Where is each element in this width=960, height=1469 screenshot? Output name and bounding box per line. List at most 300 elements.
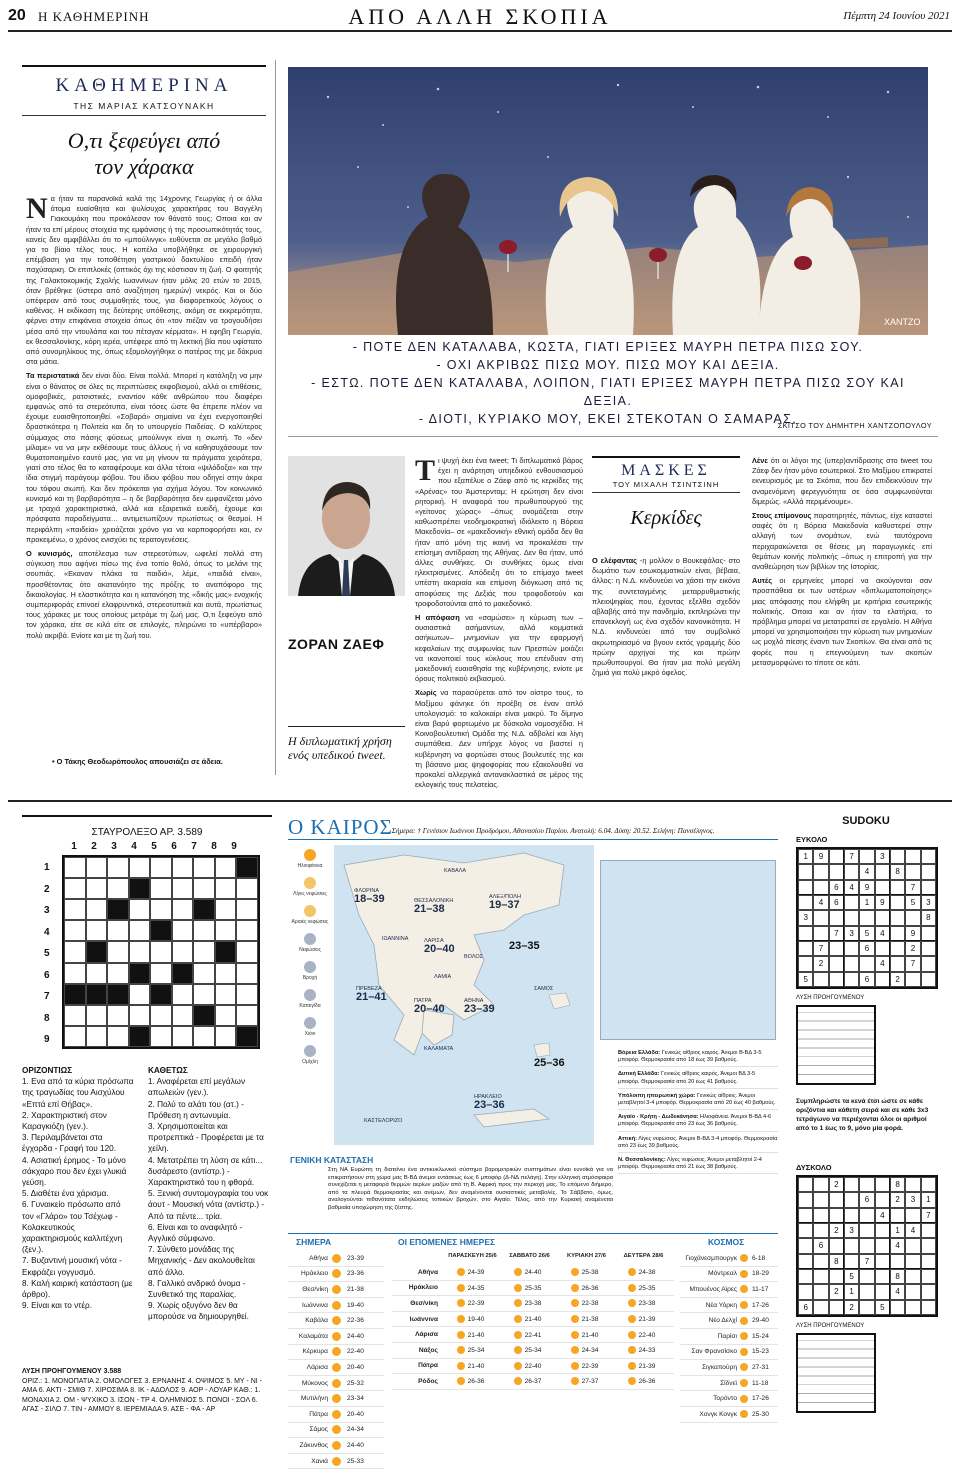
sun-icon <box>571 1268 579 1276</box>
sudoku-cell[interactable] <box>875 1238 890 1253</box>
crossword-cell[interactable] <box>86 1026 108 1047</box>
sudoku-cell[interactable] <box>921 864 936 879</box>
crossword-cell[interactable] <box>236 899 258 920</box>
temp-range: 26-36 <box>638 1378 656 1386</box>
forecast-cell <box>442 1346 499 1354</box>
crossword-cell[interactable] <box>64 984 86 1005</box>
sudoku-cell[interactable] <box>859 910 874 925</box>
sudoku-cell[interactable] <box>859 1238 874 1253</box>
sudoku-cell[interactable]: 8 <box>890 1177 905 1192</box>
sudoku-cell[interactable] <box>859 1284 874 1299</box>
sudoku-cell[interactable] <box>905 972 920 987</box>
temp-range: 11-17 <box>752 1285 769 1293</box>
crossword-cell[interactable] <box>215 941 237 962</box>
crossword-cell[interactable] <box>236 984 258 1005</box>
sudoku-cell[interactable] <box>905 1254 920 1269</box>
world-row <box>680 1360 778 1376</box>
crossword-cell[interactable] <box>215 1005 237 1026</box>
sudoku-cell[interactable]: 4 <box>875 956 890 971</box>
sudoku-cell[interactable] <box>813 880 828 895</box>
crossword-row-numbers <box>44 857 50 1051</box>
today-row <box>288 1298 384 1314</box>
sudoku-cell[interactable] <box>875 1223 890 1238</box>
sudoku-cell[interactable]: 4 <box>859 864 874 879</box>
crossword-cell[interactable] <box>150 1026 172 1047</box>
sudoku-cell[interactable]: 6 <box>859 1192 874 1207</box>
sudoku-cell[interactable]: 3 <box>875 849 890 864</box>
sudoku-cell[interactable] <box>875 1284 890 1299</box>
crossword-cell[interactable] <box>150 984 172 1005</box>
sudoku-cell[interactable]: 8 <box>921 910 936 925</box>
sudoku-cell[interactable]: 5 <box>905 895 920 910</box>
sudoku-cell[interactable] <box>875 1177 890 1192</box>
sudoku-cell[interactable] <box>921 1177 936 1192</box>
sudoku-cell[interactable]: 9 <box>859 880 874 895</box>
crossword-cell[interactable] <box>193 1005 215 1026</box>
sudoku-cell[interactable] <box>859 956 874 971</box>
sudoku-cell[interactable] <box>905 1300 920 1315</box>
world-row <box>680 1345 778 1361</box>
sudoku-cell[interactable] <box>798 956 813 971</box>
crossword-cell[interactable] <box>193 920 215 941</box>
sun-icon <box>457 1362 465 1370</box>
sudoku-cell[interactable]: 4 <box>875 926 890 941</box>
sudoku-cell[interactable] <box>921 1300 936 1315</box>
sudoku-cell[interactable] <box>859 1223 874 1238</box>
sudoku-cell[interactable] <box>921 941 936 956</box>
sudoku-cell[interactable] <box>813 1192 828 1207</box>
sudoku-cell[interactable] <box>875 910 890 925</box>
crossword-cell[interactable] <box>129 920 151 941</box>
sudoku-cell[interactable] <box>905 849 920 864</box>
sudoku-cell[interactable]: 6 <box>798 1300 813 1315</box>
sudoku-cell[interactable] <box>798 1284 813 1299</box>
crossword-cell[interactable] <box>107 920 129 941</box>
sudoku-cell[interactable] <box>875 1269 890 1284</box>
sudoku-cell[interactable]: 3 <box>798 910 813 925</box>
crossword-cell[interactable] <box>193 984 215 1005</box>
sudoku-cell[interactable] <box>859 1300 874 1315</box>
clue-list <box>22 1076 134 1311</box>
sudoku-cell[interactable]: 5 <box>875 1300 890 1315</box>
crossword-cell[interactable] <box>107 878 129 899</box>
crossword-cell[interactable] <box>172 1005 194 1026</box>
sudoku-cell[interactable] <box>844 956 859 971</box>
sun-icon <box>571 1299 579 1307</box>
sudoku-cell[interactable] <box>875 1254 890 1269</box>
sudoku-cell[interactable]: 2 <box>829 1223 844 1238</box>
temp-range: 26-36 <box>581 1284 599 1292</box>
sudoku-cell[interactable] <box>798 895 813 910</box>
forecast-cell <box>556 1377 613 1385</box>
portrait-photo <box>288 456 405 596</box>
crossword-cell[interactable] <box>64 920 86 941</box>
sudoku-cell[interactable]: 5 <box>844 1269 859 1284</box>
sudoku-cell[interactable]: 8 <box>890 864 905 879</box>
sudoku-cell[interactable] <box>905 1177 920 1192</box>
sudoku-cell[interactable]: 1 <box>859 895 874 910</box>
crossword-cell[interactable] <box>150 1005 172 1026</box>
crossword-cell[interactable] <box>193 878 215 899</box>
sun-icon <box>740 1363 748 1371</box>
sudoku-cell[interactable] <box>829 972 844 987</box>
sudoku-cell[interactable]: 7 <box>844 849 859 864</box>
crossword-cell[interactable] <box>107 1026 129 1047</box>
crossword-cell[interactable] <box>107 941 129 962</box>
sudoku-cell[interactable] <box>921 1223 936 1238</box>
sudoku-cell[interactable] <box>798 1177 813 1192</box>
crossword-cell[interactable] <box>64 899 86 920</box>
crossword-cell[interactable] <box>215 920 237 941</box>
crossword-cell[interactable] <box>64 857 86 878</box>
crossword-cell[interactable] <box>172 984 194 1005</box>
sudoku-cell[interactable] <box>921 926 936 941</box>
sudoku-cell[interactable]: 7 <box>813 941 828 956</box>
crossword-grid[interactable] <box>62 855 260 1049</box>
sudoku-cell[interactable] <box>921 1284 936 1299</box>
weather-icon <box>304 1045 316 1057</box>
sudoku-cell[interactable]: 7 <box>905 956 920 971</box>
crossword-cell[interactable] <box>64 963 86 984</box>
sudoku-cell[interactable] <box>798 1192 813 1207</box>
crossword-cell[interactable] <box>86 1005 108 1026</box>
crossword-cell[interactable] <box>129 878 151 899</box>
crossword-cell[interactable] <box>129 1005 151 1026</box>
crossword-cell[interactable] <box>172 941 194 962</box>
map-city-temp: 23–36 <box>474 1099 505 1111</box>
sudoku-cell[interactable]: 9 <box>905 926 920 941</box>
sudoku-cell[interactable] <box>798 864 813 879</box>
sudoku-cell[interactable]: 4 <box>875 1208 890 1223</box>
sudoku-cell[interactable] <box>890 880 905 895</box>
sudoku-cell[interactable] <box>905 864 920 879</box>
sun-icon <box>332 1394 341 1403</box>
crossword-cell[interactable] <box>64 1026 86 1047</box>
temp-range: 25-35 <box>638 1284 656 1292</box>
sudoku-cell[interactable]: 2 <box>829 1284 844 1299</box>
sudoku-cell[interactable]: 9 <box>813 849 828 864</box>
sudoku-cell[interactable]: 4 <box>844 880 859 895</box>
next-days-title: ΟΙ ΕΠΟΜΕΝΕΣ ΗΜΕΡΕΣ <box>398 1237 496 1247</box>
sudoku-cell[interactable] <box>875 864 890 879</box>
sudoku-cell[interactable] <box>921 1254 936 1269</box>
sudoku-cell[interactable] <box>921 849 936 864</box>
sudoku-cell[interactable] <box>798 941 813 956</box>
sudoku-cell[interactable] <box>813 1300 828 1315</box>
sudoku-cell[interactable] <box>813 910 828 925</box>
sudoku-cell[interactable] <box>844 910 859 925</box>
crossword-cell[interactable] <box>215 899 237 920</box>
temp-range: 25-30 <box>752 1410 769 1418</box>
crossword-cell[interactable] <box>236 878 258 899</box>
sudoku-cell[interactable]: 6 <box>829 895 844 910</box>
column-number: 1 <box>71 841 77 852</box>
sudoku-cell[interactable]: 3 <box>844 1223 859 1238</box>
crossword-cell[interactable] <box>172 878 194 899</box>
crossword-cell[interactable] <box>215 878 237 899</box>
sudoku-cell[interactable] <box>829 1300 844 1315</box>
sudoku-cell[interactable]: 6 <box>859 972 874 987</box>
sun-icon <box>514 1268 522 1276</box>
crossword-cell[interactable] <box>215 857 237 878</box>
crossword-cell[interactable] <box>236 941 258 962</box>
sudoku-cell[interactable] <box>798 1208 813 1223</box>
sudoku-hard-grid[interactable] <box>796 1175 938 1317</box>
crossword-cell[interactable] <box>172 899 194 920</box>
sun-icon <box>740 1254 748 1262</box>
sudoku-cell[interactable] <box>844 864 859 879</box>
crossword-cell[interactable] <box>129 941 151 962</box>
sudoku-cell[interactable]: 4 <box>890 1284 905 1299</box>
paragraph-lead: Αυτές <box>752 576 773 586</box>
region-forecast <box>618 1136 778 1153</box>
sudoku-cell[interactable]: 1 <box>890 1223 905 1238</box>
crossword-cell[interactable] <box>236 920 258 941</box>
sudoku-cell[interactable] <box>798 1223 813 1238</box>
sudoku-cell[interactable] <box>844 895 859 910</box>
prev-solution-label: ΛΥΣΗ ΠΡΟΗΓΟΥΜΕΝΟΥ <box>796 995 865 1001</box>
drop-cap: Τ <box>415 454 436 487</box>
crossword-cell[interactable] <box>236 1005 258 1026</box>
legend-label: Ηλιοφάνεια <box>297 863 323 869</box>
crossword-cell[interactable] <box>107 857 129 878</box>
clue: 8. Γαλλικό ανδρικό όνομα - Συνθετικό της παραλίας. <box>148 1278 246 1300</box>
crossword-cell[interactable] <box>86 963 108 984</box>
sudoku-cell[interactable] <box>829 941 844 956</box>
region-forecast <box>618 1093 778 1110</box>
sudoku-cell[interactable] <box>890 910 905 925</box>
sudoku-cell[interactable] <box>798 1269 813 1284</box>
crossword-cell[interactable] <box>172 920 194 941</box>
sudoku-cell[interactable] <box>813 926 828 941</box>
temp-range: 19-40 <box>347 1301 364 1309</box>
sudoku-cell[interactable]: 5 <box>859 926 874 941</box>
sudoku-cell[interactable] <box>798 926 813 941</box>
crossword-cell[interactable] <box>150 899 172 920</box>
sudoku-cell[interactable]: 4 <box>890 1238 905 1253</box>
legend-item <box>288 849 332 869</box>
sudoku-cell[interactable] <box>905 1269 920 1284</box>
crossword-cell[interactable] <box>215 984 237 1005</box>
sudoku-cell[interactable] <box>921 956 936 971</box>
sudoku-cell[interactable] <box>890 956 905 971</box>
sudoku-cell[interactable] <box>875 1192 890 1207</box>
crossword-cell[interactable] <box>193 963 215 984</box>
crossword-cell[interactable] <box>172 1026 194 1047</box>
sudoku-cell[interactable] <box>890 849 905 864</box>
crossword-cell[interactable] <box>86 920 108 941</box>
crossword-cell[interactable] <box>107 1005 129 1026</box>
sudoku-cell[interactable]: 9 <box>875 895 890 910</box>
sudoku-cell[interactable] <box>829 956 844 971</box>
crossword-cell[interactable] <box>236 1026 258 1047</box>
sun-icon <box>628 1346 636 1354</box>
sudoku-cell[interactable] <box>813 1269 828 1284</box>
sudoku-cell[interactable]: 4 <box>813 895 828 910</box>
sudoku-cell[interactable] <box>921 1269 936 1284</box>
temp-range: 22-39 <box>467 1300 485 1308</box>
sudoku-cell[interactable] <box>859 849 874 864</box>
crossword-cell[interactable] <box>86 899 108 920</box>
legend-label: Βροχή <box>302 975 318 981</box>
crossword-cell[interactable] <box>107 963 129 984</box>
sudoku-cell[interactable]: 1 <box>921 1192 936 1207</box>
sudoku-cell[interactable] <box>844 1208 859 1223</box>
sudoku-cell[interactable]: 2 <box>905 941 920 956</box>
weather-icon <box>304 1017 316 1029</box>
cartoon-illustration <box>288 67 928 335</box>
paper-name: Η ΚΑΘΗΜΕΡΙΝΗ <box>38 9 150 24</box>
sudoku-cell[interactable]: 8 <box>890 1269 905 1284</box>
sudoku-cell[interactable] <box>813 864 828 879</box>
sudoku-cell[interactable]: 4 <box>905 1223 920 1238</box>
sudoku-cell[interactable] <box>921 880 936 895</box>
sudoku-cell[interactable] <box>829 849 844 864</box>
sudoku-cell[interactable] <box>875 880 890 895</box>
sudoku-cell[interactable] <box>859 1208 874 1223</box>
sudoku-cell[interactable] <box>890 926 905 941</box>
map-city-name: ΦΛΩΡΙΝΑ <box>354 888 380 894</box>
crossword-cell[interactable] <box>86 941 108 962</box>
sudoku-cell[interactable] <box>921 1238 936 1253</box>
sudoku-cell[interactable]: 3 <box>921 895 936 910</box>
sudoku-cell[interactable]: 5 <box>798 972 813 987</box>
sudoku-cell[interactable] <box>844 941 859 956</box>
crossword-cell[interactable] <box>150 941 172 962</box>
temp-range: 21-40 <box>524 1315 542 1323</box>
sudoku-cell[interactable] <box>813 1208 828 1223</box>
crossword-cell[interactable] <box>172 857 194 878</box>
crossword-cell[interactable] <box>215 963 237 984</box>
crossword-cell[interactable] <box>129 984 151 1005</box>
sudoku-cell[interactable]: 3 <box>905 1192 920 1207</box>
sudoku-cell[interactable] <box>890 1254 905 1269</box>
sudoku-cell[interactable] <box>875 972 890 987</box>
sudoku-cell[interactable] <box>844 1177 859 1192</box>
sudoku-cell[interactable] <box>905 1208 920 1223</box>
crossword-cell[interactable] <box>64 941 86 962</box>
sudoku-cell[interactable] <box>890 895 905 910</box>
crossword-cell[interactable] <box>172 963 194 984</box>
sudoku-cell[interactable] <box>890 1208 905 1223</box>
temp-range: 21-38 <box>581 1315 599 1323</box>
crossword-cell[interactable] <box>193 857 215 878</box>
sudoku-cell[interactable] <box>875 941 890 956</box>
sudoku-cell[interactable]: 7 <box>921 1208 936 1223</box>
sudoku-cell[interactable]: 2 <box>890 972 905 987</box>
map-city <box>382 935 408 943</box>
sudoku-cell[interactable]: 2 <box>890 1192 905 1207</box>
crossword-cell[interactable] <box>150 857 172 878</box>
sudoku-cell[interactable]: 3 <box>844 926 859 941</box>
clue: 4. Ασιατική έρημος - Το μόνο σάκχαρο που δεν έχει γλυκιά γεύση. <box>22 1155 127 1188</box>
crossword-cell[interactable] <box>129 1026 151 1047</box>
sudoku-cell[interactable]: 7 <box>859 1254 874 1269</box>
crossword-cell[interactable] <box>86 984 108 1005</box>
article-title: Ο,τι ξεφεύγει από τον χάρακα <box>67 128 221 179</box>
sudoku-cell[interactable]: 2 <box>844 1300 859 1315</box>
sudoku-cell[interactable]: 7 <box>905 880 920 895</box>
crossword-cell[interactable] <box>150 920 172 941</box>
sudoku-cell[interactable] <box>844 1192 859 1207</box>
sudoku-cell[interactable] <box>905 1238 920 1253</box>
crossword-cell[interactable] <box>64 1005 86 1026</box>
sudoku-cell[interactable] <box>829 1269 844 1284</box>
sudoku-cell[interactable] <box>829 1238 844 1253</box>
sudoku-cell[interactable] <box>844 1238 859 1253</box>
crossword-cell[interactable] <box>107 899 129 920</box>
sudoku-cell[interactable]: 8 <box>829 1254 844 1269</box>
sudoku-cell[interactable] <box>813 1254 828 1269</box>
paragraph: να «σαμώσει» η κύρωση των –ουσιαστικά ασήμαντων, αλλά κομματικά ασήκωτων– μνημονίων για την εφαρμογή κεφαλαίων της συμφωνίας των Πρεσπών μοιάζει να ικανοποιεί τους κύκλους που επένδυαν στη μακεδονική ευαισθησία της κυβέρνησης, ενίοτε με όρους πολιτικού εκβιασμού. <box>415 613 584 684</box>
crossword-cell[interactable] <box>193 941 215 962</box>
sudoku-cell[interactable] <box>890 941 905 956</box>
sun-icon <box>571 1377 579 1385</box>
sudoku-cell[interactable]: 1 <box>844 1284 859 1299</box>
sudoku-cell[interactable] <box>813 1177 828 1192</box>
sudoku-cell[interactable]: 6 <box>813 1238 828 1253</box>
sudoku-cell[interactable] <box>813 1223 828 1238</box>
sudoku-cell[interactable] <box>905 1284 920 1299</box>
sudoku-cell[interactable]: 2 <box>813 956 828 971</box>
sudoku-cell[interactable] <box>829 1192 844 1207</box>
world-table <box>680 1251 778 1423</box>
sudoku-cell[interactable] <box>798 880 813 895</box>
column-number: 9 <box>231 841 237 852</box>
sudoku-cell[interactable] <box>844 972 859 987</box>
sudoku-cell[interactable]: 6 <box>859 941 874 956</box>
sudoku-cell[interactable]: 1 <box>798 849 813 864</box>
crossword-cell[interactable] <box>150 878 172 899</box>
sudoku-cell[interactable] <box>859 1177 874 1192</box>
crossword-cell[interactable] <box>107 984 129 1005</box>
sudoku-cell[interactable]: 2 <box>829 1177 844 1192</box>
sudoku-cell[interactable]: 6 <box>829 880 844 895</box>
crossword-cell[interactable] <box>193 899 215 920</box>
sudoku-cell[interactable] <box>890 1300 905 1315</box>
crossword-cell[interactable] <box>64 878 86 899</box>
crossword-cell[interactable] <box>236 963 258 984</box>
sudoku-cell[interactable] <box>829 1208 844 1223</box>
sudoku-cell[interactable] <box>859 1269 874 1284</box>
sudoku-cell[interactable] <box>921 972 936 987</box>
crossword-cell[interactable] <box>150 963 172 984</box>
sudoku-easy-grid[interactable] <box>796 847 938 989</box>
caption-line: - ΟΧΙ ΑΚΡΙΒΩΣ ΠΙΣΩ ΜΟΥ. ΠΙΣΩ ΜΟΥ ΚΑΙ ΔΕΞΙΑ. <box>436 358 780 372</box>
crossword-cell[interactable] <box>129 857 151 878</box>
sudoku-cell[interactable] <box>798 1238 813 1253</box>
crossword-cell[interactable] <box>129 963 151 984</box>
crossword-cell[interactable] <box>215 1026 237 1047</box>
crossword-cell[interactable] <box>236 857 258 878</box>
forecast-cell <box>556 1315 613 1323</box>
sun-icon <box>457 1346 465 1354</box>
sudoku-cell[interactable] <box>813 1284 828 1299</box>
sudoku-cell[interactable]: 7 <box>829 926 844 941</box>
sudoku-cell[interactable] <box>813 972 828 987</box>
crossword-cell[interactable] <box>193 1026 215 1047</box>
sudoku-cell[interactable] <box>798 1254 813 1269</box>
crossword-cell[interactable] <box>86 878 108 899</box>
sudoku-cell[interactable] <box>829 910 844 925</box>
sudoku-cell[interactable] <box>905 910 920 925</box>
sudoku-cell[interactable] <box>829 864 844 879</box>
crossword-cell[interactable] <box>86 857 108 878</box>
map-city <box>356 985 387 1001</box>
legend-item <box>288 989 332 1009</box>
crossword-cell[interactable] <box>129 899 151 920</box>
sudoku-cell[interactable] <box>844 1254 859 1269</box>
